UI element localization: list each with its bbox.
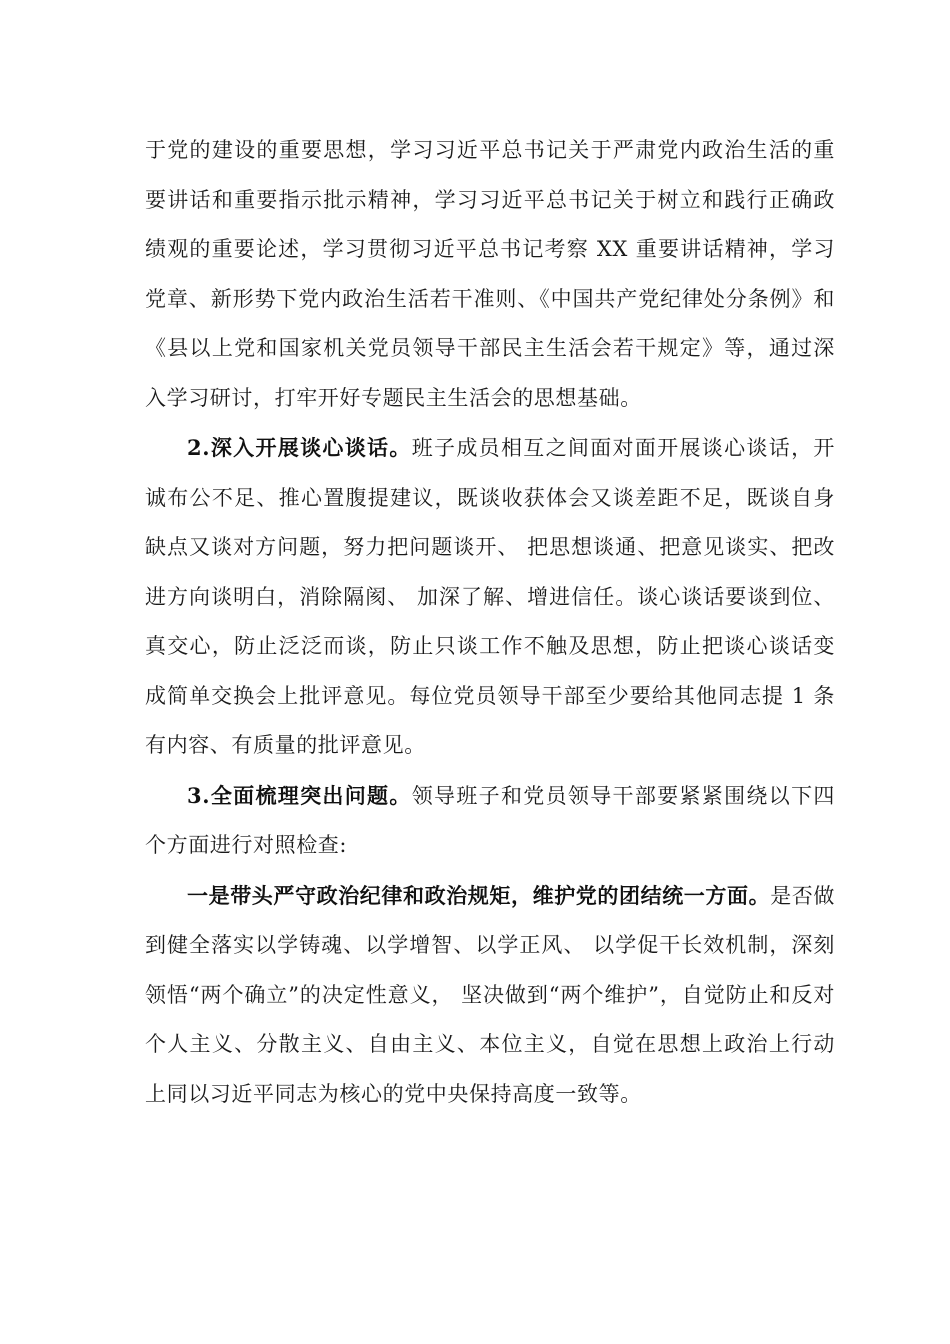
paragraph-lead-heading: 3.全面梳理突出问题。 <box>187 782 412 808</box>
paragraph-text: 班子成员相互之间面对面开展谈心谈话，开诚布公不足、推心置腹提建议，既谈收获体会又谈差距不足，既谈自身缺点又谈对方问题，努力把问题谈开、 把思想谈通、把意见谈实、把改进方向谈明白，消除隔阂、 加深了解、增进信任。谈心谈话要谈到位、真交心，防止泛泛而谈，防止只谈工作不触及思想，防止把谈心谈话变成简单交换会上批评意见。每位党员领导干部至少要给其他同志提 1 条有内容、有质量的批评意见。 <box>145 436 835 757</box>
paragraph-sort-out-problems <box>145 771 835 871</box>
paragraph-political-discipline <box>145 871 835 1120</box>
paragraph-text: 于党的建设的重要思想，学习习近平总书记关于严肃党内政治生活的重要讲话和重要指示批示精神，学习习近平总书记关于树立和践行正确政绩观的重要论述，学习贯彻习近平总书记考察 XX 重要讲话精神，学习党章、新形势下党内政治生活若干准则、《中国共产党纪律处分条例》和《县以上党和国家机关党员领导干部民主生活会若干规定》等，通过深入学习研讨，打牢开好专题民主生活会的思想基础。 <box>145 138 835 410</box>
paragraph-heart-to-heart-talks <box>145 423 835 771</box>
paragraph-text: 是否做到健全落实以学铸魂、以学增智、以学正风、 以学促干长效机制，深刻领悟“两个确立”的决定性意义， 坚决做到“两个维护”，自觉防止和反对个人主义、分散主义、自由主义、本位主义，自觉在思想上政治上行动上同以习近平同志为核心的党中央保持高度一致等。 <box>145 883 836 1106</box>
paragraph-text: 领导班子和党员领导干部要紧紧围绕以下四个方面进行对照检查: <box>145 783 835 857</box>
paragraph-lead-heading: 2.深入开展谈心谈话。 <box>187 435 412 460</box>
document-body <box>145 126 835 1119</box>
paragraph-study-continuation <box>145 126 835 423</box>
paragraph-lead-heading: 一是带头严守政治纪律和政治规矩，维护党的团结统一方面。 <box>187 882 771 908</box>
